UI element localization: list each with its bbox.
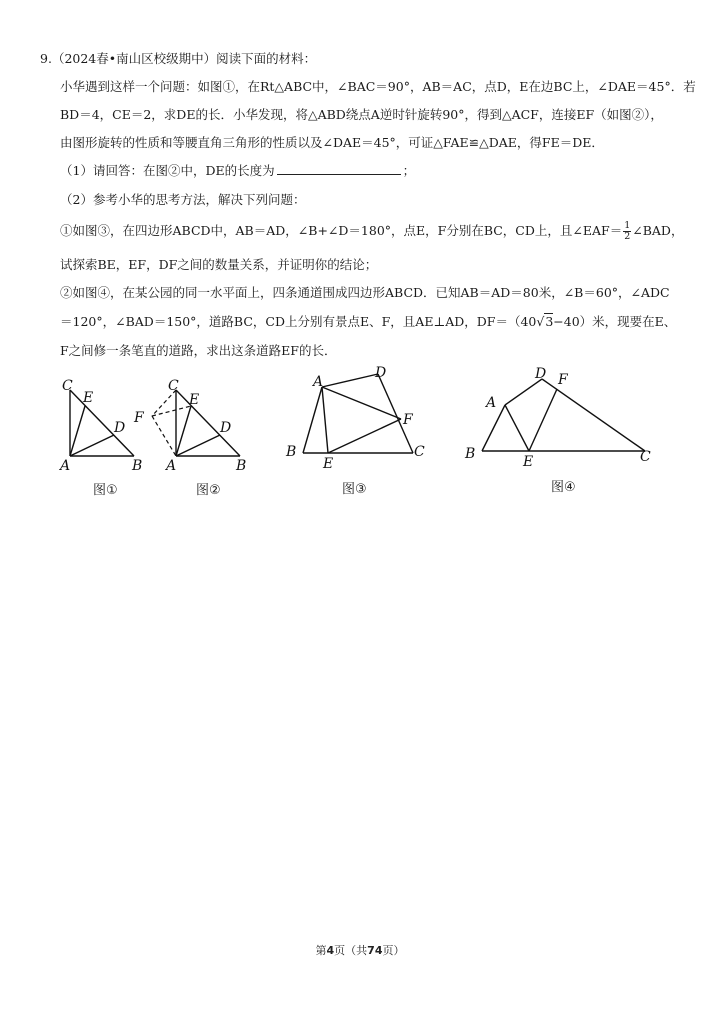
label-e: E [189,392,200,408]
figure-4-caption: 图④ [551,480,576,495]
subquestion-1-angle: ∠BAD， [632,223,684,238]
label-b: B [286,444,297,460]
page-footer [0,942,720,958]
question-1 [60,162,680,180]
subquestion-2-text-end: −40）米，现要在E、 [553,314,677,329]
segment-af [322,387,401,419]
label-d: D [220,420,232,436]
label-e: E [323,456,334,472]
label-c: C [640,449,651,465]
label-f: F [558,372,568,388]
label-e: E [83,390,94,406]
segment-ad [176,435,220,456]
label-d: D [375,365,387,381]
label-b: B [132,458,143,472]
footer-suffix: 页） [382,944,405,957]
segment-ad [322,374,378,387]
question-1-suffix: ； [402,163,416,178]
segment-ae [505,405,529,451]
paragraph-line-3: 由图形旋转的性质和等腰直角三角形的性质以及∠DAE＝45°，可证△FAE≌△DAE，得FE＝DE． [60,135,604,150]
subquestion-2-line-3: F之间修一条笔直的道路，求出这条道路EF的长． [60,343,337,358]
label-d: D [114,420,126,436]
figure-3 [282,362,432,472]
label-f: F [403,412,413,428]
subquestion-2-text: ＝120°，∠BAD＝150°，道路BC，CD上分别有景点E、F，且AE⊥AD，DF＝（40 [60,314,537,329]
segment-fa [152,416,176,456]
subquestion-2-line-2 [60,313,680,331]
figure-1-caption: 图① [93,483,118,498]
segment-ad [505,379,542,405]
label-a: A [60,458,71,472]
fraction-numerator: 1 [624,220,631,231]
figure-4 [460,362,660,472]
fraction-one-half [623,221,631,242]
segment-ba [303,387,322,453]
problem-source: （2024春•南山区校级期中） [51,51,217,66]
label-c: C [414,444,425,460]
sqrt-sign: √ [536,314,545,329]
segment-dc [542,379,645,451]
subquestion-1-line-2: 试探索BE，EF，DF之间的数量关系，并证明你的结论； [60,257,378,272]
label-a: A [313,374,324,390]
footer-page-number: 4 [326,944,335,957]
figure-2 [128,372,258,472]
figure-2-caption: 图② [196,483,221,498]
question-1-text: （1）请回答：在图②中，DE的长度为 [60,163,275,178]
problem-header [40,50,680,68]
paragraph-line-2: BD＝4，CE＝2，求DE的长．小华发现，将△ABD绕点A逆时针旋转90°，得到△ACF，连接EF（如图②）， [60,107,663,122]
paragraph-line-1: 小华遇到这样一个问题：如图①，在Rt△ABC中，∠BAC＝90°，AB＝AC，点D，E在边BC上，∠DAE＝45°．若 [60,79,696,94]
subquestion-1-text: ①如图③，在四边形ABCD中，AB＝AD，∠B+∠D＝180°，点E，F分别在BC，CD上，且∠EAF＝ [60,223,623,238]
label-c: C [168,378,179,394]
label-c: C [62,378,73,394]
segment-ef [529,389,557,451]
footer-middle: 页（共 [334,944,368,957]
segment-ba [482,405,505,451]
fraction-denominator: 2 [624,231,631,242]
problem-lead: 阅读下面的材料： [216,51,317,66]
label-a: A [166,458,177,472]
segment-ae [176,406,191,456]
answer-blank [277,162,401,175]
segment-ef [328,419,401,453]
subquestion-1-line-1 [60,220,684,242]
footer-prefix: 第 [315,944,327,957]
footer-total-pages: 74 [367,944,383,957]
label-b: B [465,446,476,462]
label-a: A [486,395,497,411]
segment-ae [70,406,85,456]
segment-fe [152,406,191,416]
question-2: （2）参考小华的思考方法，解决下列问题： [60,192,306,207]
figure-3-caption: 图③ [342,482,367,497]
segment-ae [322,387,328,453]
sqrt-radicand: 3 [545,314,554,329]
label-e: E [523,454,534,470]
subquestion-2-line-1: ②如图④，在某公园的同一水平面上，四条通道围成四边形ABCD．已知AB＝AD＝80米，∠B＝60°，∠ADC [60,285,670,300]
label-d: D [535,366,547,382]
label-b: B [236,458,247,472]
label-f: F [134,410,144,426]
problem-number: 9. [40,51,52,66]
segment-ad [70,435,114,456]
